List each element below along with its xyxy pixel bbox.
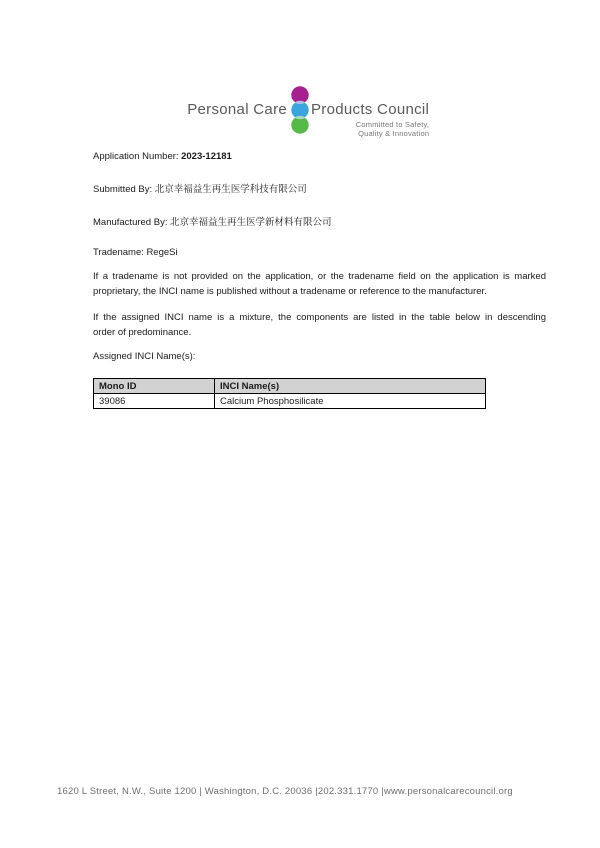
application-number-value: 2023-12181 (181, 151, 232, 162)
application-number-row (93, 150, 232, 164)
manufactured-by-value: 北京幸福益生再生医学新材料有限公司 (170, 217, 332, 228)
mono-id-cell: 39086 (94, 394, 215, 409)
logo-text-personal-care: Personal Care (187, 101, 287, 118)
logo-text-products-council: Products Council (311, 101, 430, 118)
tradename-label: Tradename: (93, 247, 144, 258)
table-header-inci-name: INCI Name(s) (215, 379, 486, 394)
submitted-by-row (93, 183, 307, 197)
table-row (94, 394, 486, 409)
logo-tagline-line2: Quality & Innovation (358, 128, 430, 138)
paragraph-line: order of predominance. (93, 327, 192, 338)
submitted-by-label: Submitted By: (93, 184, 153, 195)
assigned-inci-heading: Assigned INCI Name(s): (93, 351, 196, 362)
tradename-policy-paragraph (93, 269, 546, 299)
tradename-value: RegeSi (146, 247, 178, 258)
table-header-mono-id: Mono ID (94, 379, 215, 394)
logo-tagline (311, 121, 429, 138)
table-header-row (94, 379, 486, 394)
mixture-policy-paragraph (93, 310, 546, 340)
footer-address: 1620 L Street, N.W., Suite 1200 | Washington, D.C. 20036 |202.331.1770 |www.personalcarecouncil.org (57, 786, 513, 797)
application-number-label: Application Number: (93, 151, 179, 162)
logo-tagline-line1: Committed to Safety, (355, 120, 430, 129)
submitted-by-value: 北京幸福益生再生医学科技有限公司 (154, 184, 307, 195)
logo-circles-icon (289, 86, 311, 134)
inci-name-cell: Calcium Phosphosilicate (215, 394, 486, 409)
paragraph-line: proprietary, the INCI name is published without a tradename or reference to the manufacturer. (93, 286, 487, 297)
manufactured-by-label: Manufactured By: (93, 217, 168, 228)
inci-name-table (93, 378, 486, 409)
paragraph-line: If a tradename is not provided on the application, or the tradename field on the application is marked (93, 271, 546, 282)
tradename-row (93, 246, 178, 260)
pcpc-logo-right-block (311, 102, 429, 138)
paragraph-line: If the assigned INCI name is a mixture, the components are listed in the table below in descending (93, 312, 546, 323)
manufactured-by-row (93, 216, 332, 230)
